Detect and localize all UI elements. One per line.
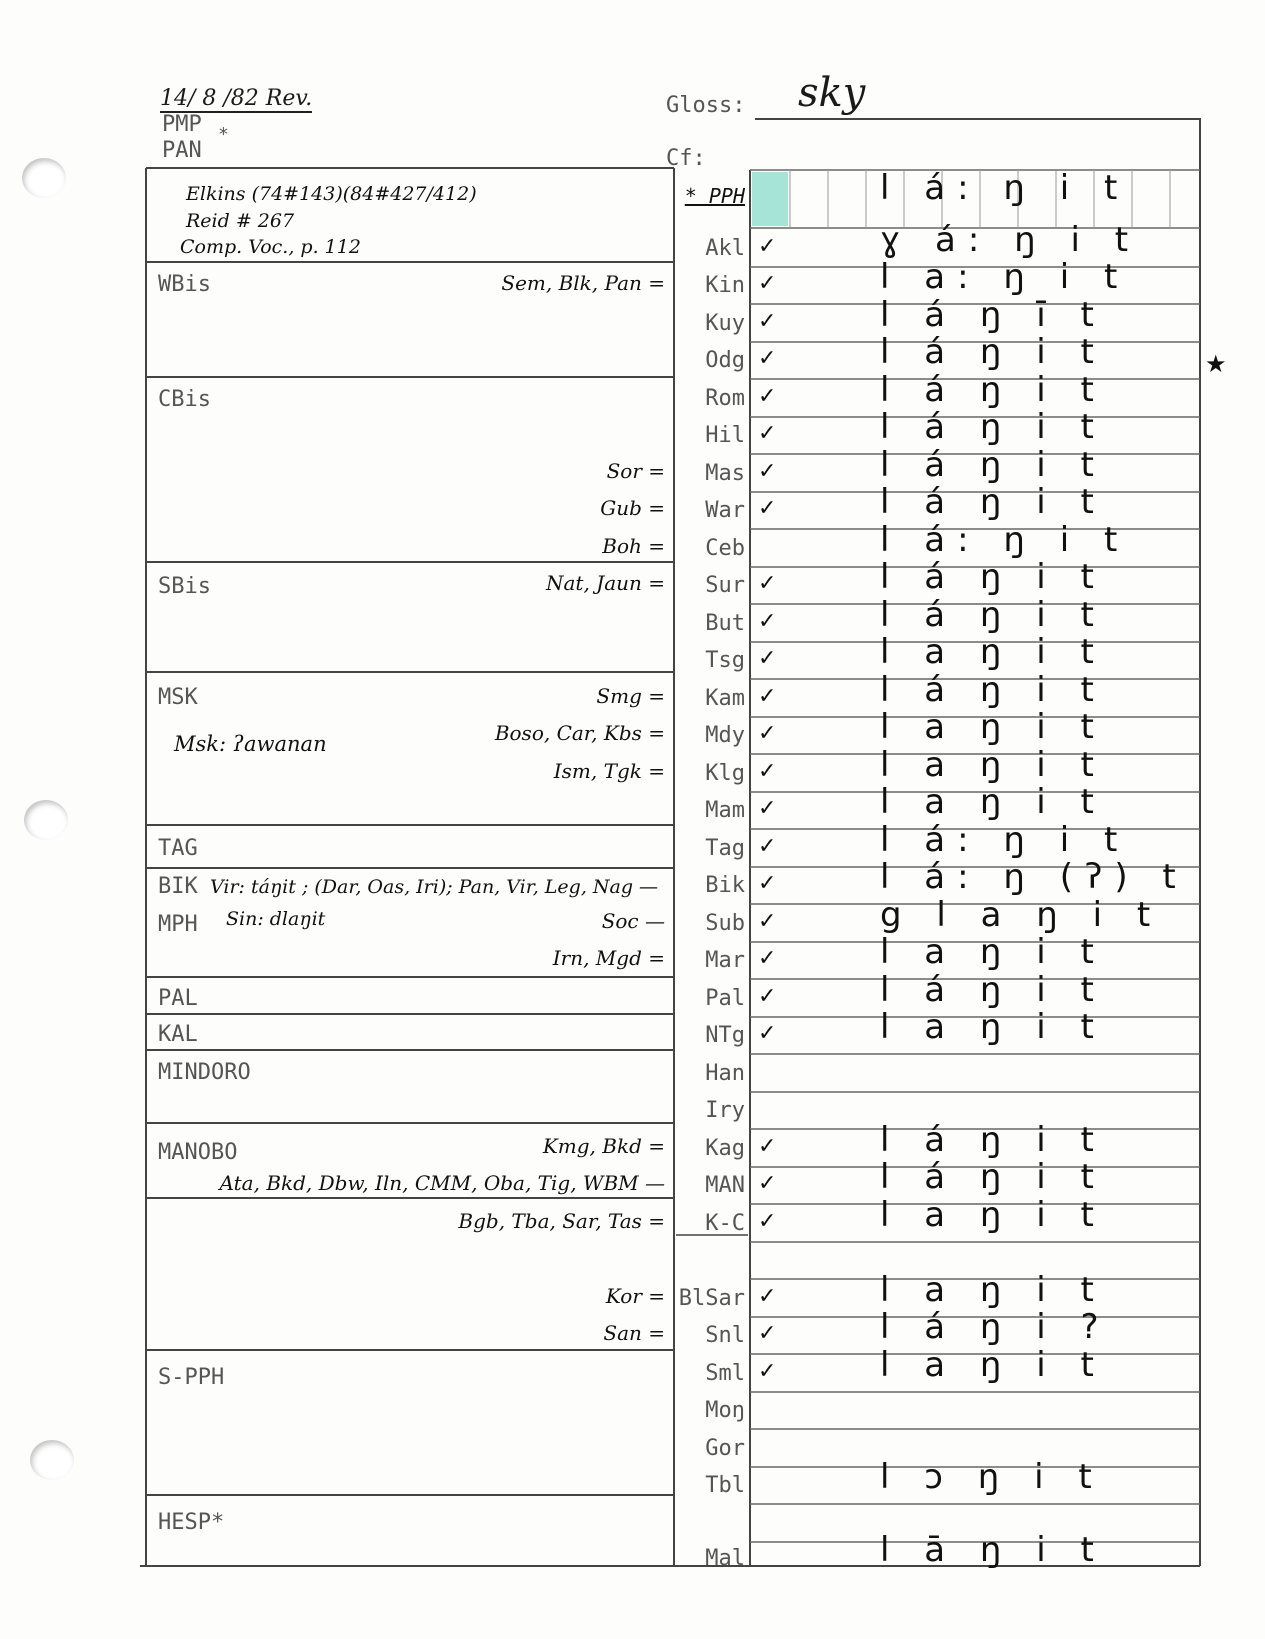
group-mph: MPH — [158, 912, 198, 937]
ref-comp-voc: Comp. Voc., p. 112 — [180, 236, 361, 258]
reflex-form: l á ŋ i t — [880, 670, 1106, 710]
reflex-form: l á: ŋ i t — [880, 820, 1130, 860]
subgroup-annotation: Nat, Jaun = — [546, 571, 665, 595]
check-mark: ✓ — [758, 1321, 777, 1346]
check-mark: ✓ — [758, 384, 777, 409]
language-code: Mam — [705, 798, 745, 823]
language-code: Sur — [705, 573, 745, 598]
language-code: Hil — [705, 423, 745, 448]
language-code: Mar — [705, 948, 745, 973]
gloss-value: sky — [798, 70, 866, 116]
group-manobo: MANOBO — [158, 1140, 238, 1165]
reflex-form: l a ŋ i t — [880, 707, 1106, 747]
subgroup-annotation: Soc — — [601, 909, 665, 933]
group-hesp: HESP* — [158, 1510, 225, 1535]
reflex-form: l a ŋ i t — [880, 1345, 1106, 1385]
reflex-form: l á: ŋ (ʔ) t — [880, 857, 1188, 897]
note-mph: Sin: dlaŋit — [226, 908, 326, 930]
language-code: Kag — [705, 1136, 745, 1161]
reflex-form: ɣ á: ŋ i t — [880, 220, 1141, 260]
group-tag: TAG — [158, 836, 198, 861]
group-msk: MSK — [158, 685, 198, 710]
pmp-star: * — [218, 124, 229, 145]
check-mark: ✓ — [758, 646, 777, 671]
subgroup-annotation: Boh = — [602, 534, 665, 558]
language-code: Sub — [705, 911, 745, 936]
check-mark: ✓ — [758, 1284, 777, 1309]
subgroup-annotation: Smg = — [596, 684, 665, 708]
reflex-form: l á: ŋ i t — [880, 520, 1130, 560]
side-star: ★ — [1205, 350, 1227, 378]
subgroup-annotation: Bgb, Tba, Sar, Tas = — [458, 1209, 665, 1233]
check-mark: ✓ — [758, 459, 777, 484]
check-mark: ✓ — [758, 946, 777, 971]
reflex-form: l ā ŋ i t — [880, 1530, 1106, 1570]
ref-reid: Reid # 267 — [186, 210, 295, 232]
check-mark: ✓ — [758, 609, 777, 634]
group-kal: KAL — [158, 1022, 198, 1047]
reflex-form: l á ŋ i t — [880, 1120, 1106, 1160]
check-mark: ✓ — [758, 346, 777, 371]
group-mindoro: MINDORO — [158, 1060, 251, 1085]
reflex-form: l á ŋ i t — [880, 1157, 1106, 1197]
language-code: Pal — [705, 986, 745, 1011]
reflex-form: l a ŋ i t — [880, 632, 1106, 672]
subgroup-annotation: Ata, Bkd, Dbw, Iln, CMM, Oba, Tig, WBM — — [219, 1171, 665, 1195]
date-stamp: 14/ 8 /82 Rev. — [160, 86, 313, 111]
group-s-pph: S-PPH — [158, 1365, 225, 1390]
language-code: K-C — [705, 1211, 745, 1236]
check-mark: ✓ — [758, 234, 777, 259]
reflex-form: l a ŋ i t — [880, 745, 1106, 785]
gloss-underline — [755, 118, 1200, 120]
reflex-form: l á ŋ ī t — [880, 295, 1106, 335]
reflex-form: l á ŋ i t — [880, 482, 1106, 522]
check-mark: ✓ — [758, 571, 777, 596]
reflex-form: l a ŋ i t — [880, 1007, 1106, 1047]
language-code: Mdy — [705, 723, 745, 748]
language-code: Kam — [705, 686, 745, 711]
pan-label: PAN — [162, 138, 202, 163]
language-code: Rom — [705, 386, 745, 411]
language-code: War — [705, 498, 745, 523]
check-mark: ✓ — [758, 496, 777, 521]
check-mark: ✓ — [758, 909, 777, 934]
language-code: Bik — [705, 873, 745, 898]
check-mark: ✓ — [758, 984, 777, 1009]
language-code: Iry — [705, 1098, 745, 1123]
check-mark: ✓ — [758, 1171, 777, 1196]
subgroup-annotation: Ism, Tgk = — [553, 759, 665, 783]
subgroup-annotation: Sem, Blk, Pan = — [501, 271, 665, 295]
language-code: NTg — [705, 1023, 745, 1048]
check-mark: ✓ — [758, 271, 777, 296]
reflex-form: l a ŋ i t — [880, 932, 1106, 972]
group-sbis: SBis — [158, 574, 211, 599]
reflex-form: l á ŋ i t — [880, 407, 1106, 447]
subgroup-annotation: San = — [603, 1321, 665, 1345]
binder-hole-top — [22, 158, 66, 198]
check-mark: ✓ — [758, 871, 777, 896]
reflex-form: l á ŋ i t — [880, 370, 1106, 410]
group-wbis: WBis — [158, 272, 211, 297]
check-mark: ✓ — [758, 1021, 777, 1046]
reflex-form: l á ŋ i t — [880, 557, 1106, 597]
language-code: Sml — [705, 1361, 745, 1386]
language-code: Han — [705, 1061, 745, 1086]
language-code: Mal — [705, 1546, 745, 1571]
check-mark: ✓ — [758, 1134, 777, 1159]
subgroup-annotation: Kmg, Bkd = — [542, 1134, 665, 1158]
language-code: MAN — [705, 1173, 745, 1198]
check-mark: ✓ — [758, 421, 777, 446]
cf-label: Cf: — [666, 146, 706, 171]
reflex-form: l a ŋ i t — [880, 1195, 1106, 1235]
check-mark: ✓ — [758, 721, 777, 746]
reflex-form: l a ŋ i t — [880, 1270, 1106, 1310]
language-code: Tsg — [705, 648, 745, 673]
binder-hole-bottom — [30, 1440, 74, 1480]
language-code: Gor — [705, 1436, 745, 1461]
note-bik: Vir: táŋit ; (Dar, Oas, Iri); Pan, Vir, Leg, Nag — — [210, 876, 659, 898]
ref-elkins: Elkins (74#143)(84#427/412) — [186, 183, 477, 205]
subgroup-annotation: Irn, Mgd = — [552, 946, 665, 970]
gloss-label: Gloss: — [666, 93, 746, 118]
check-mark: ✓ — [758, 684, 777, 709]
language-code: Klg — [705, 761, 745, 786]
language-code: Moŋ — [705, 1398, 745, 1423]
reflex-form: l a ŋ i t — [880, 782, 1106, 822]
language-code: Odg — [705, 348, 745, 373]
language-code: Tag — [705, 836, 745, 861]
check-mark: ✓ — [758, 796, 777, 821]
group-bik: BIK — [158, 874, 198, 899]
reflex-form: l ɔ ŋ i t — [880, 1457, 1104, 1497]
language-code: Tbl — [705, 1473, 745, 1498]
language-code: But — [705, 611, 745, 636]
reflex-form: l a: ŋ i t — [880, 257, 1130, 297]
pmp-label: PMP — [162, 112, 202, 137]
reflex-form: l á ŋ i t — [880, 445, 1106, 485]
language-code: Kuy — [705, 311, 745, 336]
language-code: Akl — [705, 236, 745, 261]
reflex-form: l á ŋ i t — [880, 332, 1106, 372]
language-code: Kin — [705, 273, 745, 298]
reflex-form: l á ŋ i t — [880, 595, 1106, 635]
reflex-form: l á ŋ i t — [880, 970, 1106, 1010]
subgroup-annotation: Boso, Car, Kbs = — [494, 721, 665, 745]
subgroup-annotation: Kor = — [605, 1284, 665, 1308]
check-mark: ✓ — [758, 834, 777, 859]
reflex-form: l á ŋ i ? — [880, 1307, 1111, 1347]
check-mark: ✓ — [758, 1209, 777, 1234]
subgroup-annotation: Gub = — [600, 496, 665, 520]
group-cbis: CBis — [158, 387, 211, 412]
language-code: Mas — [705, 461, 745, 486]
check-mark: ✓ — [758, 1359, 777, 1384]
note-msk: Msk: ʔawanan — [174, 732, 327, 756]
check-mark: ✓ — [758, 759, 777, 784]
language-code: * PPH — [684, 184, 745, 208]
reflex-form: l á: ŋ i t — [880, 168, 1130, 208]
language-code: BlSar — [678, 1286, 745, 1311]
check-mark: ✓ — [758, 309, 777, 334]
group-pal: PAL — [158, 986, 198, 1011]
language-code: Ceb — [705, 536, 745, 561]
binder-hole-middle — [24, 800, 68, 840]
language-code: Snl — [705, 1323, 745, 1348]
reflex-form: g l a ŋ i t — [880, 895, 1163, 935]
subgroup-annotation: Sor = — [606, 459, 665, 483]
